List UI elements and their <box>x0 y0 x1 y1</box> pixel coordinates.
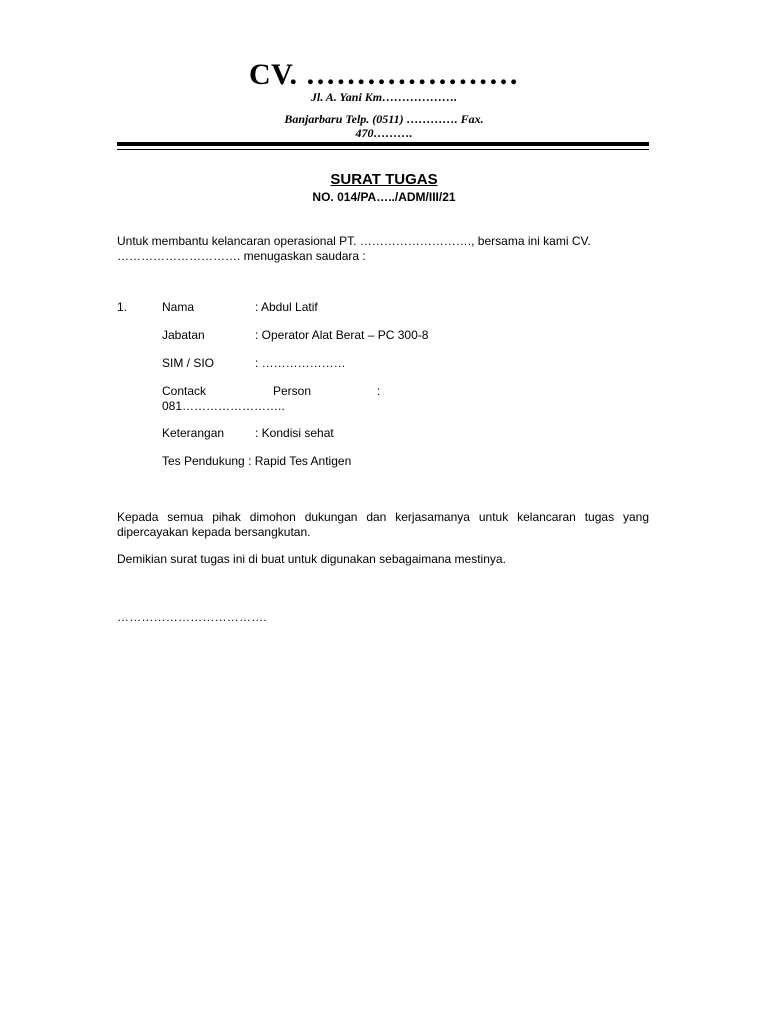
jabatan-label: Jabatan <box>162 328 205 342</box>
nama-value: : Abdul Latif <box>255 300 318 314</box>
nama-label: Nama <box>162 300 195 314</box>
keterangan-label: Keterangan <box>162 426 225 440</box>
closing-paragraph-2: Demikian surat tugas ini di buat untuk digunakan sebagaimana mestinya. <box>117 552 506 566</box>
intro-line-1: Untuk membantu kelancaran operasional PT. ………………………., bersama ini kami CV. <box>117 234 591 248</box>
letterhead-divider-thin <box>117 149 649 150</box>
address-line-2: Banjarbaru Telp. (0511) …………. Fax. <box>284 112 484 126</box>
contact-label-word-1: Contack <box>162 384 207 398</box>
contact-value: 081…………………….. <box>162 399 285 413</box>
company-name: CV. ………………… <box>249 58 519 91</box>
intro-paragraph <box>117 234 649 264</box>
address-line-3: 470………. <box>355 126 413 140</box>
letterhead <box>0 58 768 140</box>
keterangan-value: : Kondisi sehat <box>255 426 334 440</box>
letterhead-divider-thick <box>117 142 649 146</box>
sim-value: : ………………… <box>255 356 346 370</box>
sim-label: SIM / SIO <box>162 356 215 370</box>
list-item-tes-pendukung: Tes Pendukung : Rapid Tes Antigen <box>162 454 352 468</box>
contact-colon: : <box>377 384 381 398</box>
document-title: SURAT TUGAS <box>330 171 438 188</box>
document-number: NO. 014/PA…../ADM/III/21 <box>312 190 456 204</box>
closing-paragraph-1: Kepada semua pihak dimohon dukungan dan kerjasamanya untuk kelancaran tugas yang dipercayakan kepada bersangkutan. <box>117 510 649 539</box>
jabatan-value: : Operator Alat Berat – PC 300-8 <box>255 328 429 342</box>
intro-line-2: …………………………. menugaskan saudara : <box>117 249 366 263</box>
contact-label-word-2: Person <box>273 384 312 398</box>
list-index: 1. <box>117 300 128 314</box>
signature-line: ………………………………. <box>117 610 267 624</box>
address-line-1: Jl. A. Yani Km………………. <box>310 90 458 104</box>
